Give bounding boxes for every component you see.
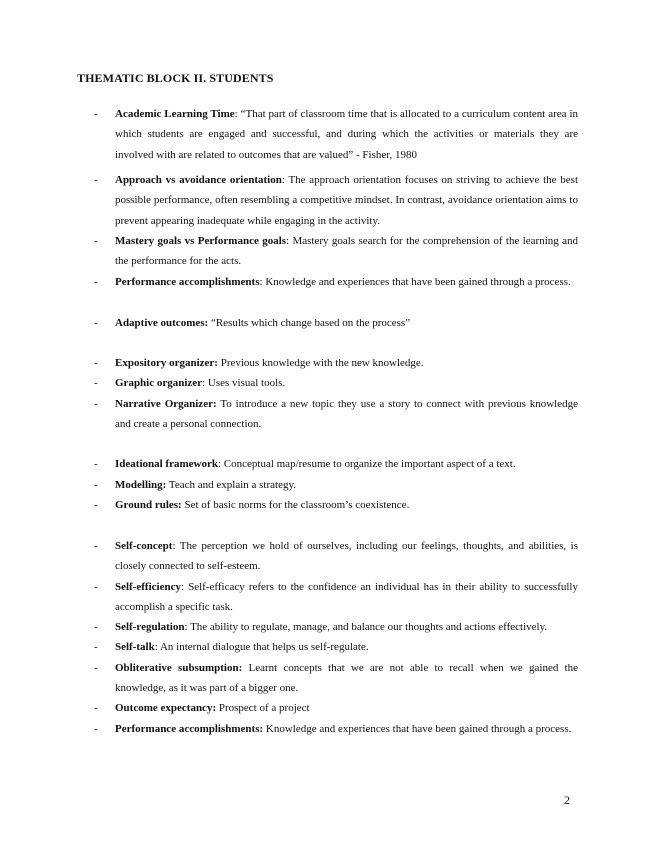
list-item — [94, 454, 578, 474]
list-item — [94, 637, 578, 657]
term: Performance accomplishments — [115, 276, 260, 288]
bullet-dash: - — [94, 317, 98, 329]
list-item — [94, 272, 578, 292]
term: Self-talk — [115, 641, 155, 653]
list-item — [94, 617, 578, 637]
list-item — [94, 394, 579, 435]
bullet-dash: - — [94, 276, 98, 288]
list-item — [94, 104, 578, 165]
definition: The perception we hold of ourselves, including our feelings, thoughts, and abilities, is closely connected to self-esteem. — [115, 540, 578, 573]
term: Obliterative subsumption: — [115, 662, 243, 674]
term: Approach vs avoidance orientation — [115, 174, 282, 186]
bullet-dash: - — [94, 499, 98, 511]
bullet-dash: - — [94, 641, 98, 653]
bullet-dash: - — [94, 235, 98, 247]
separator: : — [286, 235, 293, 247]
list-item — [94, 475, 578, 495]
definition: Learnt concepts that we are not able to recall when we gained the knowledge, as it was part of a bigger one. — [115, 662, 578, 695]
term: Expository organizer: — [115, 357, 218, 369]
definition: “Results which change based on the process” — [210, 317, 411, 329]
definition: The approach orientation focuses on striving to achieve the best possible performance, often resembling a competitive mindset. In contrast, avoidance orientation aims to prevent appearing inadequate while engaging in the activity. — [115, 174, 579, 227]
term: Academic Learning Time — [115, 108, 235, 120]
bullet-dash: - — [94, 479, 98, 491]
definition: Conceptual map/resume to organize the important aspect of a text. — [223, 458, 516, 470]
definition: Uses visual tools. — [207, 377, 286, 389]
separator: : — [202, 377, 208, 389]
bullet-dash: - — [94, 581, 98, 593]
term: Self-concept — [115, 540, 173, 552]
definition: Prospect of a project — [218, 702, 310, 714]
term: Adaptive outcomes: — [115, 317, 209, 329]
bullet-dash: - — [94, 174, 98, 186]
list-item — [94, 536, 578, 577]
definition: Teach and explain a strategy. — [168, 479, 297, 491]
bullet-dash: - — [94, 377, 98, 389]
bullet-dash: - — [94, 662, 98, 674]
definition: Previous knowledge with the new knowledge. — [220, 357, 424, 369]
term: Ideational framework — [115, 458, 218, 470]
definition: Knowledge and experiences that have been gained through a process. — [265, 276, 571, 288]
term: Self-regulation — [115, 621, 185, 633]
bullet-dash: - — [94, 702, 98, 714]
bullet-dash: - — [94, 540, 98, 552]
separator: : — [259, 276, 266, 288]
definition: Self-efficacy refers to the confidence an individual has in their ability to successfully accomplish a specific task. — [115, 581, 578, 614]
list-item — [94, 353, 578, 373]
bullet-dash: - — [94, 357, 98, 369]
definition: To introduce a new topic they use a story to connect with previous knowledge and create a personal connection. — [115, 398, 579, 431]
bullet-dash: - — [94, 398, 98, 410]
separator: : — [172, 540, 180, 552]
separator: : — [184, 621, 191, 633]
definition: The ability to regulate, manage, and balance our thoughts and actions effectively. — [190, 621, 548, 633]
term: Self-efficiency — [115, 581, 181, 593]
list-item — [94, 495, 578, 515]
bullet-dash: - — [94, 108, 98, 120]
term: Mastery goals vs Performance goals — [115, 235, 287, 247]
list-item — [94, 698, 578, 718]
definition: “That part of classroom time that is allocated to a curriculum content area in which students are engaged and successful, and during which the activities or materials they are involved with are related to outcomes that are valued” - Fisher, 1980 — [115, 108, 578, 161]
separator: : — [180, 581, 189, 593]
page-number: 2 — [564, 793, 570, 807]
separator: : — [217, 458, 224, 470]
term: Narrative Organizer: — [115, 398, 217, 410]
page-title: THEMATIC BLOCK II. STUDENTS — [77, 71, 274, 85]
list-item — [94, 373, 578, 393]
definition: Set of basic norms for the classroom’s coexistence. — [184, 499, 410, 511]
list-item — [94, 313, 578, 333]
term: Modelling: — [115, 479, 167, 491]
term: Ground rules: — [115, 499, 182, 511]
bullet-dash: - — [94, 621, 98, 633]
term: Performance accomplishments: — [115, 723, 264, 735]
separator: : — [154, 641, 160, 653]
list-item — [94, 231, 579, 272]
list-item — [94, 719, 578, 739]
bullet-dash: - — [94, 723, 98, 735]
definition: Mastery goals search for the comprehension of the learning and the performance for the acts. — [115, 235, 579, 268]
definition: An internal dialogue that helps us self-regulate. — [159, 641, 369, 653]
definition: Knowledge and experiences that have been gained through a process. — [265, 723, 572, 735]
list-item — [94, 170, 579, 231]
list-item — [94, 658, 578, 699]
list-item — [94, 577, 578, 618]
bullet-dash: - — [94, 458, 98, 470]
term: Graphic organizer — [115, 377, 203, 389]
separator: : — [281, 174, 289, 186]
separator: : — [234, 108, 241, 120]
term: Outcome expectancy: — [115, 702, 217, 714]
